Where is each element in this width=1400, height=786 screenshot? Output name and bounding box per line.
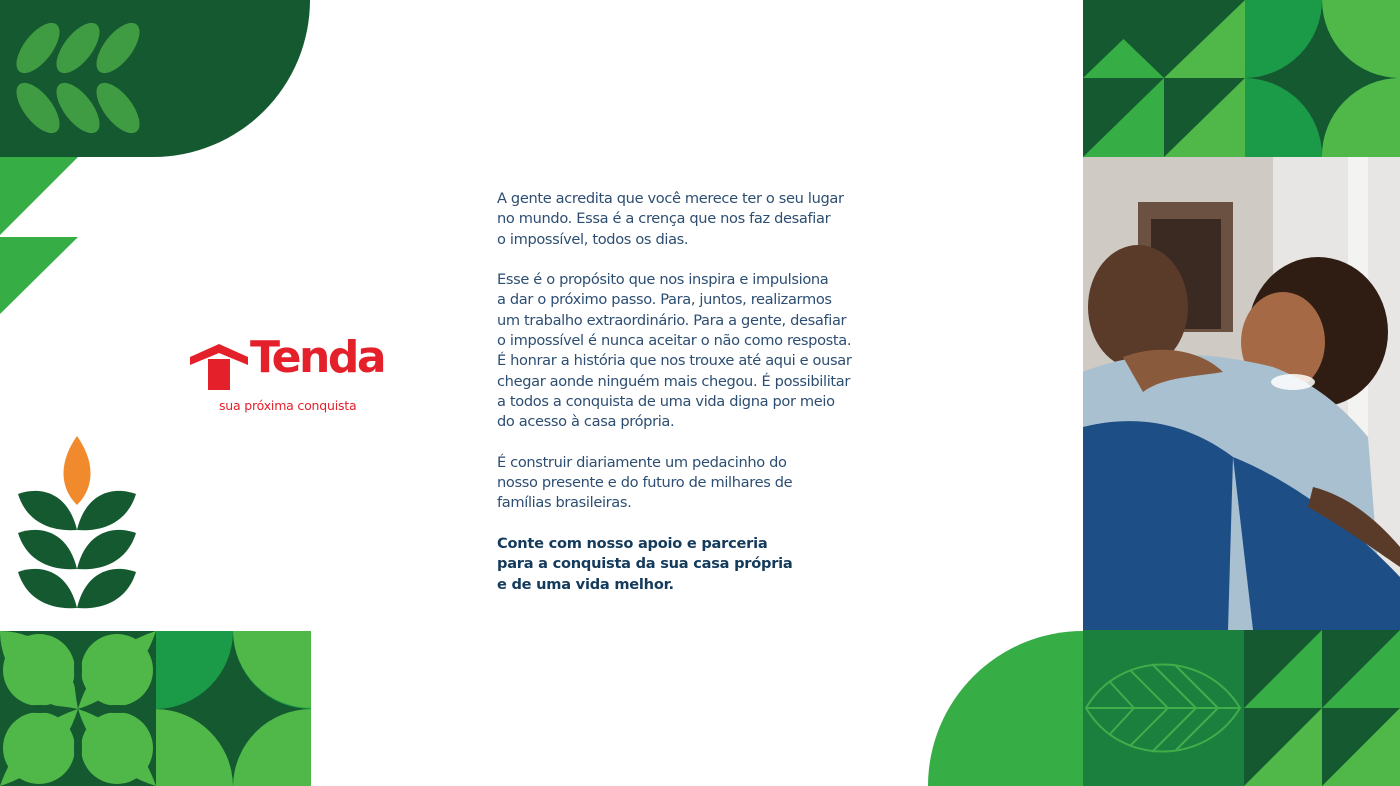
paragraph-1: A gente acredita que você merece ter o seu lugar no mundo. Essa é a crença que nos faz desafiar o impossível, todos os dias. [497,190,844,248]
paragraph-3: É construir diariamente um pedacinho do nosso presente e do futuro de milhares de famílias brasileiras. [497,453,793,512]
brand-name: Tenda [250,332,385,383]
manifesto-text [497,189,917,595]
brand-tagline: sua próxima conquista [219,398,357,413]
leaf-outline-icon [1086,664,1240,752]
tenda-logo [188,332,394,418]
couple-hug-photo [1083,157,1400,630]
house-roof-icon [188,342,250,392]
paragraph-2: Esse é o propósito que nos inspira e impulsiona a dar o próximo passo. Para, juntos, realizarmos um trabalho extraordinário. Para a gente, desafiar o impossível é nunca aceitar o não como resposta. É honrar a história que nos trouxe até aqui e ousar chegar aonde ninguém mais chegou. É possibilitar a todos a conquista de uma vida digna por meio do acesso à casa própria. [497,271,852,431]
top-right-geometric-pattern [0,0,1400,160]
closing-statement: Conte com nosso apoio e parceria para a conquista da sua casa própria e de uma vida melhor. [497,535,793,593]
